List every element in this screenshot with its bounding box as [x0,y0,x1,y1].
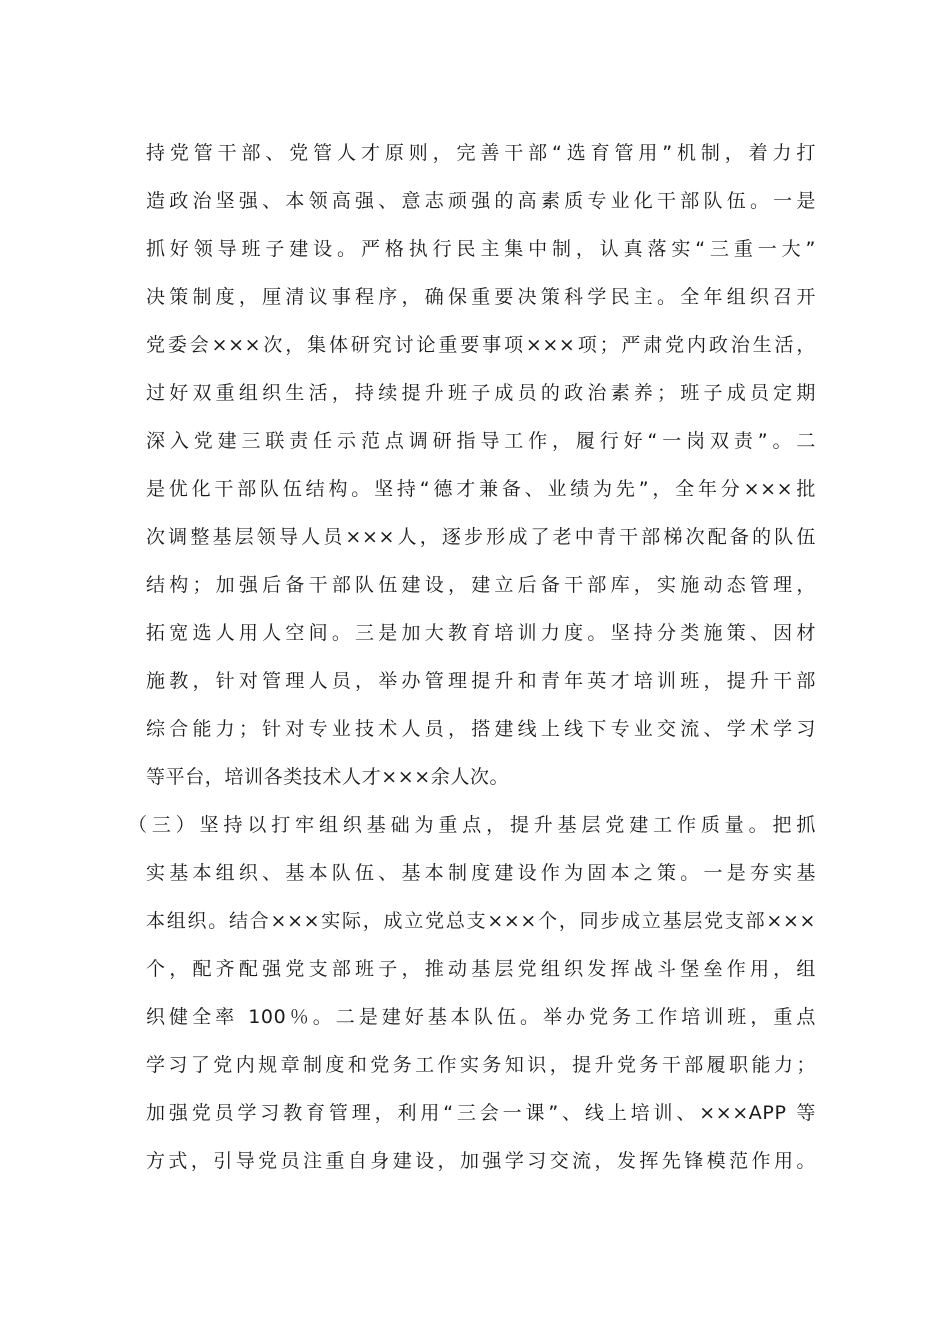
text-line: 拓宽选人用人空间。三是加大教育培训力度。坚持分类施策、因材 [146,622,816,644]
text-line: 深入党建三联责任示范点调研指导工作，履行好“一岗双责”。二 [146,430,816,452]
text-line: 综合能力；针对专业技术人员，搭建线上线下专业交流、学术学习 [146,718,816,740]
text-line: 过好双重组织生活，持续提升班子成员的政治素养；班子成员定期 [146,382,816,404]
text-line: 等平台，培训各类技术人才×××余人次。 [146,766,510,788]
text-line: 个，配齐配强党支部班子，推动基层党组织发挥战斗堡垒作用，组 [146,958,816,980]
text-line: 学习了党内规章制度和党务工作实务知识，提升党务干部履职能力； [146,1054,816,1076]
text-line: 加强党员学习教育管理，利用“三会一课”、线上培训、×××APP 等 [146,1102,816,1124]
text-line: 织健全率 100％。二是建好基本队伍。举办党务工作培训班，重点 [146,1006,816,1028]
text-line: 方式，引导党员注重自身建设，加强学习交流，发挥先锋模范作用。 [146,1150,816,1172]
text-line: 次调整基层领导人员×××人，逐步形成了老中青干部梯次配备的队伍 [146,526,816,548]
text-line: 造政治坚强、本领高强、意志顽强的高素质专业化干部队伍。一是 [146,190,816,212]
text-line: 是优化干部队伍结构。坚持“德才兼备、业绩为先”，全年分×××批 [146,478,816,500]
text-line: 党委会×××次，集体研究讨论重要事项×××项；严肃党内政治生活， [146,334,816,356]
section-heading-line: （三）坚持以打牢组织基础为重点，提升基层党建工作质量。把抓 [128,814,816,836]
text-line: 决策制度，厘清议事程序，确保重要决策科学民主。全年组织召开 [146,286,816,308]
document-body [128,133,816,1189]
text-line: 施教，针对管理人员，举办管理提升和青年英才培训班，提升干部 [146,670,816,692]
text-line: 实基本组织、基本队伍、基本制度建设作为固本之策。一是夯实基 [146,862,816,884]
text-line: 本组织。结合×××实际，成立党总支×××个，同步成立基层党支部××× [146,910,816,932]
text-line: 抓好领导班子建设。严格执行民主集中制，认真落实“三重一大” [146,238,816,260]
text-line: 结构；加强后备干部队伍建设，建立后备干部库，实施动态管理， [146,574,816,596]
text-line: 持党管干部、党管人才原则，完善干部“选育管用”机制，着力打 [146,142,816,164]
